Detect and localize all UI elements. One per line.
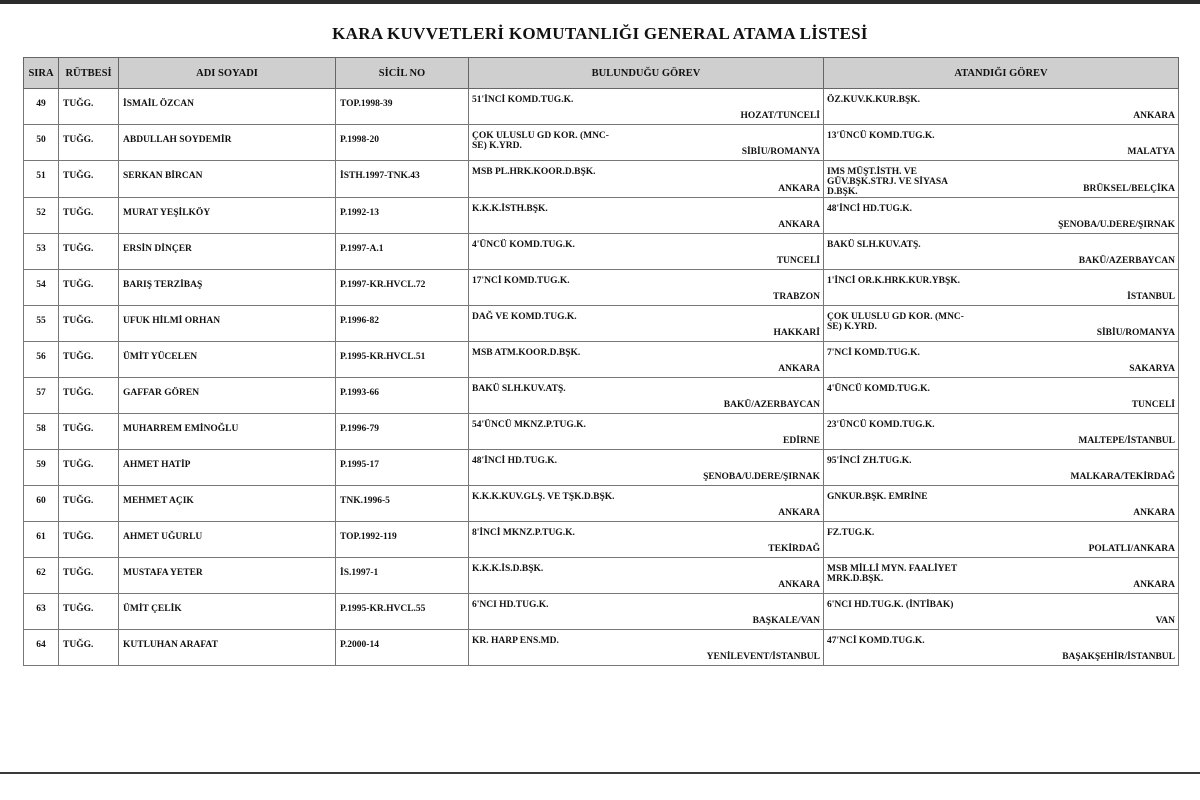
new-duty: IMS MÜŞT.İSTH. VE GÜV.BŞK.STRJ. VE SİYASA D.BŞK. — [827, 167, 948, 197]
full-name: AHMET HATİP — [123, 460, 191, 470]
current-location: ANKARA — [778, 508, 820, 518]
rank-text: TUĞG. — [63, 244, 94, 254]
cell-bulundugu-gorev — [469, 342, 824, 378]
cell-sicil-no — [336, 342, 469, 378]
cell-sira — [24, 414, 59, 450]
cell-atandigi-gorev — [824, 89, 1179, 125]
cell-bulundugu-gorev — [469, 594, 824, 630]
table-row — [24, 270, 1179, 306]
cell-sicil-no — [336, 198, 469, 234]
table-row — [24, 558, 1179, 594]
table-row — [24, 486, 1179, 522]
current-duty: MSB PL.HRK.KOOR.D.BŞK. — [472, 167, 596, 177]
cell-rutbe — [59, 161, 119, 198]
cell-bulundugu-gorev — [469, 234, 824, 270]
new-location: BRÜKSEL/BELÇİKA — [1083, 184, 1175, 194]
current-duty: K.K.K.İSTH.BŞK. — [472, 204, 548, 214]
cell-rutbe — [59, 630, 119, 666]
cell-sira — [24, 234, 59, 270]
registry-number: P.1996-79 — [340, 424, 379, 434]
current-location: ANKARA — [778, 184, 820, 194]
table-row — [24, 378, 1179, 414]
cell-sicil-no — [336, 378, 469, 414]
new-duty: GNKUR.BŞK. EMRİNE — [827, 492, 928, 502]
top-frame-border — [0, 0, 1200, 4]
cell-adi-soyadi — [119, 378, 336, 414]
rank-text: TUĞG. — [63, 316, 94, 326]
table-row — [24, 234, 1179, 270]
current-location: ANKARA — [778, 364, 820, 374]
cell-adi-soyadi — [119, 594, 336, 630]
current-duty: MSB ATM.KOOR.D.BŞK. — [472, 348, 581, 358]
cell-sicil-no — [336, 89, 469, 125]
registry-number: P.2000-14 — [340, 640, 379, 650]
sira-number: 57 — [36, 388, 46, 398]
cell-sira — [24, 558, 59, 594]
cell-atandigi-gorev — [824, 558, 1179, 594]
cell-sira — [24, 450, 59, 486]
full-name: MURAT YEŞİLKÖY — [123, 208, 211, 218]
current-duty: 8'İNCİ MKNZ.P.TUG.K. — [472, 528, 575, 538]
cell-adi-soyadi — [119, 198, 336, 234]
current-location: ANKARA — [778, 220, 820, 230]
cell-atandigi-gorev — [824, 234, 1179, 270]
new-location: İSTANBUL — [1127, 292, 1175, 302]
cell-atandigi-gorev — [824, 125, 1179, 161]
current-duty: DAĞ VE KOMD.TUG.K. — [472, 312, 577, 322]
full-name: SERKAN BİRCAN — [123, 171, 203, 181]
rank-text: TUĞG. — [63, 532, 94, 542]
full-name: BARIŞ TERZİBAŞ — [123, 280, 203, 290]
table-row — [24, 198, 1179, 234]
full-name: ÜMİT YÜCELEN — [123, 352, 198, 362]
registry-number: P.1993-66 — [340, 388, 379, 398]
cell-sicil-no — [336, 161, 469, 198]
table-row — [24, 161, 1179, 198]
cell-sicil-no — [336, 630, 469, 666]
registry-number: P.1997-A.1 — [340, 244, 384, 254]
table-row — [24, 630, 1179, 666]
sira-number: 50 — [36, 135, 46, 145]
current-location: YENİLEVENT/İSTANBUL — [706, 652, 820, 662]
table-row — [24, 414, 1179, 450]
registry-number: TOP.1992-119 — [340, 532, 397, 542]
table-header-row — [24, 58, 1179, 89]
cell-sicil-no — [336, 234, 469, 270]
sira-number: 60 — [36, 496, 46, 506]
new-location: ANKARA — [1133, 580, 1175, 590]
new-location: BAKÜ/AZERBAYCAN — [1078, 256, 1175, 266]
registry-number: İS.1997-1 — [340, 568, 379, 578]
new-duty: 4'ÜNCÜ KOMD.TUG.K. — [827, 384, 930, 394]
new-location: ANKARA — [1133, 508, 1175, 518]
registry-number: P.1997-KR.HVCL.72 — [340, 280, 426, 290]
full-name: MEHMET AÇIK — [123, 496, 194, 506]
cell-bulundugu-gorev — [469, 558, 824, 594]
cell-adi-soyadi — [119, 342, 336, 378]
sira-number: 49 — [36, 99, 46, 109]
cell-bulundugu-gorev — [469, 89, 824, 125]
current-duty: 54'ÜNCÜ MKNZ.P.TUG.K. — [472, 420, 586, 430]
cell-atandigi-gorev — [824, 342, 1179, 378]
cell-sira — [24, 486, 59, 522]
rank-text: TUĞG. — [63, 352, 94, 362]
current-location: ANKARA — [778, 580, 820, 590]
cell-rutbe — [59, 414, 119, 450]
sira-number: 62 — [36, 568, 46, 578]
full-name: KUTLUHAN ARAFAT — [123, 640, 218, 650]
cell-atandigi-gorev — [824, 270, 1179, 306]
cell-bulundugu-gorev — [469, 306, 824, 342]
current-location: EDİRNE — [783, 436, 820, 446]
new-duty: 47'NCİ KOMD.TUG.K. — [827, 636, 925, 646]
cell-sicil-no — [336, 522, 469, 558]
rank-text: TUĞG. — [63, 388, 94, 398]
full-name: AHMET UĞURLU — [123, 532, 203, 542]
new-location: SAKARYA — [1129, 364, 1175, 374]
assignment-table — [23, 57, 1179, 666]
new-duty: 1'İNCİ OR.K.HRK.KUR.YBŞK. — [827, 276, 961, 286]
current-location: TUNCELİ — [776, 256, 820, 266]
cell-rutbe — [59, 198, 119, 234]
current-location: ŞENOBA/U.DERE/ŞIRNAK — [703, 472, 820, 482]
sira-number: 56 — [36, 352, 46, 362]
cell-bulundugu-gorev — [469, 378, 824, 414]
current-location: TEKİRDAĞ — [768, 544, 820, 554]
cell-sira — [24, 630, 59, 666]
table-row — [24, 89, 1179, 125]
table-row — [24, 450, 1179, 486]
cell-sira — [24, 378, 59, 414]
cell-rutbe — [59, 89, 119, 125]
cell-adi-soyadi — [119, 125, 336, 161]
table-row — [24, 306, 1179, 342]
table-body — [24, 89, 1179, 666]
cell-sira — [24, 522, 59, 558]
new-location: MALATYA — [1127, 147, 1175, 157]
rank-text: TUĞG. — [63, 640, 94, 650]
table-row — [24, 125, 1179, 161]
new-location: SİBİU/ROMANYA — [1096, 328, 1175, 338]
cell-atandigi-gorev — [824, 450, 1179, 486]
cell-sicil-no — [336, 270, 469, 306]
cell-sira — [24, 161, 59, 198]
new-location: ANKARA — [1133, 111, 1175, 121]
cell-rutbe — [59, 270, 119, 306]
current-duty: ÇOK ULUSLU GD KOR. (MNC- SE) K.YRD. — [472, 131, 609, 151]
rank-text: TUĞG. — [63, 604, 94, 614]
bottom-frame-border — [0, 772, 1200, 774]
full-name: MUHARREM EMİNOĞLU — [123, 424, 239, 434]
sira-number: 52 — [36, 208, 46, 218]
sira-number: 54 — [36, 280, 46, 290]
registry-number: P.1995-17 — [340, 460, 379, 470]
table-row — [24, 342, 1179, 378]
new-location: MALKARA/TEKİRDAĞ — [1070, 472, 1175, 482]
cell-rutbe — [59, 378, 119, 414]
new-duty: 23'ÜNCÜ KOMD.TUG.K. — [827, 420, 935, 430]
cell-rutbe — [59, 594, 119, 630]
cell-atandigi-gorev — [824, 306, 1179, 342]
header-atandigi-gorev: ATANDIĞI GÖREV — [824, 58, 1179, 89]
cell-sira — [24, 125, 59, 161]
registry-number: P.1998-20 — [340, 135, 379, 145]
current-duty: KR. HARP ENS.MD. — [472, 636, 559, 646]
registry-number: P.1992-13 — [340, 208, 379, 218]
registry-number: P.1996-82 — [340, 316, 379, 326]
rank-text: TUĞG. — [63, 135, 94, 145]
current-duty: 51'İNCİ KOMD.TUG.K. — [472, 95, 574, 105]
rank-text: TUĞG. — [63, 460, 94, 470]
cell-sicil-no — [336, 414, 469, 450]
new-duty: 13'ÜNCÜ KOMD.TUG.K. — [827, 131, 935, 141]
rank-text: TUĞG. — [63, 280, 94, 290]
cell-adi-soyadi — [119, 558, 336, 594]
cell-bulundugu-gorev — [469, 630, 824, 666]
current-location: HOZAT/TUNCELİ — [740, 111, 820, 121]
table-row — [24, 594, 1179, 630]
sira-number: 61 — [36, 532, 46, 542]
full-name: ERSİN DİNÇER — [123, 244, 192, 254]
cell-bulundugu-gorev — [469, 198, 824, 234]
new-duty: 95'İNCİ ZH.TUG.K. — [827, 456, 912, 466]
current-location: BAKÜ/AZERBAYCAN — [723, 400, 820, 410]
cell-atandigi-gorev — [824, 198, 1179, 234]
full-name: İSMAİL ÖZCAN — [123, 99, 194, 109]
new-location: POLATLI/ANKARA — [1088, 544, 1175, 554]
cell-adi-soyadi — [119, 522, 336, 558]
cell-bulundugu-gorev — [469, 450, 824, 486]
new-duty: ÇOK ULUSLU GD KOR. (MNC- SE) K.YRD. — [827, 312, 964, 332]
current-location: BAŞKALE/VAN — [752, 616, 820, 626]
cell-adi-soyadi — [119, 630, 336, 666]
cell-sicil-no — [336, 306, 469, 342]
cell-adi-soyadi — [119, 270, 336, 306]
current-duty: 48'İNCİ HD.TUG.K. — [472, 456, 557, 466]
cell-sira — [24, 89, 59, 125]
cell-sira — [24, 198, 59, 234]
full-name: ÜMİT ÇELİK — [123, 604, 182, 614]
current-duty: BAKÜ SLH.KUV.ATŞ. — [472, 384, 566, 394]
sira-number: 55 — [36, 316, 46, 326]
cell-sira — [24, 342, 59, 378]
cell-bulundugu-gorev — [469, 522, 824, 558]
new-duty: FZ.TUG.K. — [827, 528, 875, 538]
sira-number: 51 — [36, 171, 46, 181]
sira-number: 59 — [36, 460, 46, 470]
cell-sicil-no — [336, 486, 469, 522]
new-location: BAŞAKŞEHİR/İSTANBUL — [1062, 652, 1175, 662]
cell-atandigi-gorev — [824, 378, 1179, 414]
rank-text: TUĞG. — [63, 208, 94, 218]
new-location: VAN — [1155, 616, 1175, 626]
cell-sira — [24, 270, 59, 306]
full-name: GAFFAR GÖREN — [123, 388, 200, 398]
cell-sicil-no — [336, 450, 469, 486]
header-bulundugu-gorev: BULUNDUĞU GÖREV — [469, 58, 824, 89]
current-location: HAKKARİ — [773, 328, 820, 338]
cell-bulundugu-gorev — [469, 161, 824, 198]
table-row — [24, 522, 1179, 558]
cell-atandigi-gorev — [824, 630, 1179, 666]
cell-rutbe — [59, 234, 119, 270]
current-duty: 17'NCİ KOMD.TUG.K. — [472, 276, 570, 286]
cell-bulundugu-gorev — [469, 486, 824, 522]
rank-text: TUĞG. — [63, 496, 94, 506]
current-duty: 6'NCI HD.TUG.K. — [472, 600, 549, 610]
new-duty: MSB MİLLİ MYN. FAALİYET MRK.D.BŞK. — [827, 564, 958, 584]
cell-sira — [24, 306, 59, 342]
cell-adi-soyadi — [119, 161, 336, 198]
cell-bulundugu-gorev — [469, 270, 824, 306]
current-duty: 4'ÜNCÜ KOMD.TUG.K. — [472, 240, 575, 250]
new-location: MALTEPE/İSTANBUL — [1078, 436, 1175, 446]
cell-bulundugu-gorev — [469, 414, 824, 450]
new-location: TUNCELİ — [1131, 400, 1175, 410]
cell-adi-soyadi — [119, 450, 336, 486]
cell-bulundugu-gorev — [469, 125, 824, 161]
new-location: ŞENOBA/U.DERE/ŞIRNAK — [1058, 220, 1175, 230]
sira-number: 63 — [36, 604, 46, 614]
current-location: SİBİU/ROMANYA — [741, 147, 820, 157]
cell-adi-soyadi — [119, 234, 336, 270]
rank-text: TUĞG. — [63, 171, 94, 181]
sira-number: 53 — [36, 244, 46, 254]
full-name: UFUK HİLMİ ORHAN — [123, 316, 221, 326]
new-duty: BAKÜ SLH.KUV.ATŞ. — [827, 240, 921, 250]
header-sicil-no: SİCİL NO — [336, 58, 469, 89]
header-sira: SIRA — [24, 58, 59, 89]
cell-adi-soyadi — [119, 414, 336, 450]
cell-adi-soyadi — [119, 89, 336, 125]
current-location: TRABZON — [773, 292, 820, 302]
registry-number: TNK.1996-5 — [340, 496, 390, 506]
cell-rutbe — [59, 558, 119, 594]
registry-number: P.1995-KR.HVCL.55 — [340, 604, 426, 614]
current-duty: K.K.K.İS.D.BŞK. — [472, 564, 544, 574]
header-adi-soyadi: ADI SOYADI — [119, 58, 336, 89]
full-name: MUSTAFA YETER — [123, 568, 203, 578]
registry-number: İSTH.1997-TNK.43 — [340, 171, 420, 181]
rank-text: TUĞG. — [63, 99, 94, 109]
new-duty: 48'İNCİ HD.TUG.K. — [827, 204, 912, 214]
current-duty: K.K.K.KUV.GLŞ. VE TŞK.D.BŞK. — [472, 492, 615, 502]
sira-number: 58 — [36, 424, 46, 434]
cell-sira — [24, 594, 59, 630]
cell-atandigi-gorev — [824, 594, 1179, 630]
full-name: ABDULLAH SOYDEMİR — [123, 135, 232, 145]
document-title: KARA KUVVETLERİ KOMUTANLIĞI GENERAL ATAMA LİSTESİ — [332, 24, 868, 43]
rank-text: TUĞG. — [63, 424, 94, 434]
cell-sicil-no — [336, 594, 469, 630]
cell-sicil-no — [336, 125, 469, 161]
new-duty: 7'NCİ KOMD.TUG.K. — [827, 348, 920, 358]
cell-rutbe — [59, 522, 119, 558]
new-duty: 6'NCI HD.TUG.K. (İNTİBAK) — [827, 600, 954, 610]
rank-text: TUĞG. — [63, 568, 94, 578]
registry-number: TOP.1998-39 — [340, 99, 393, 109]
cell-rutbe — [59, 306, 119, 342]
cell-rutbe — [59, 450, 119, 486]
cell-atandigi-gorev — [824, 161, 1179, 198]
cell-adi-soyadi — [119, 486, 336, 522]
cell-rutbe — [59, 486, 119, 522]
header-rutbe: RÜTBESİ — [59, 58, 119, 89]
cell-atandigi-gorev — [824, 486, 1179, 522]
registry-number: P.1995-KR.HVCL.51 — [340, 352, 426, 362]
cell-atandigi-gorev — [824, 522, 1179, 558]
cell-adi-soyadi — [119, 306, 336, 342]
cell-sicil-no — [336, 558, 469, 594]
cell-rutbe — [59, 125, 119, 161]
cell-rutbe — [59, 342, 119, 378]
sira-number: 64 — [36, 640, 46, 650]
new-duty: ÖZ.KUV.K.KUR.BŞK. — [827, 95, 920, 105]
cell-atandigi-gorev — [824, 414, 1179, 450]
